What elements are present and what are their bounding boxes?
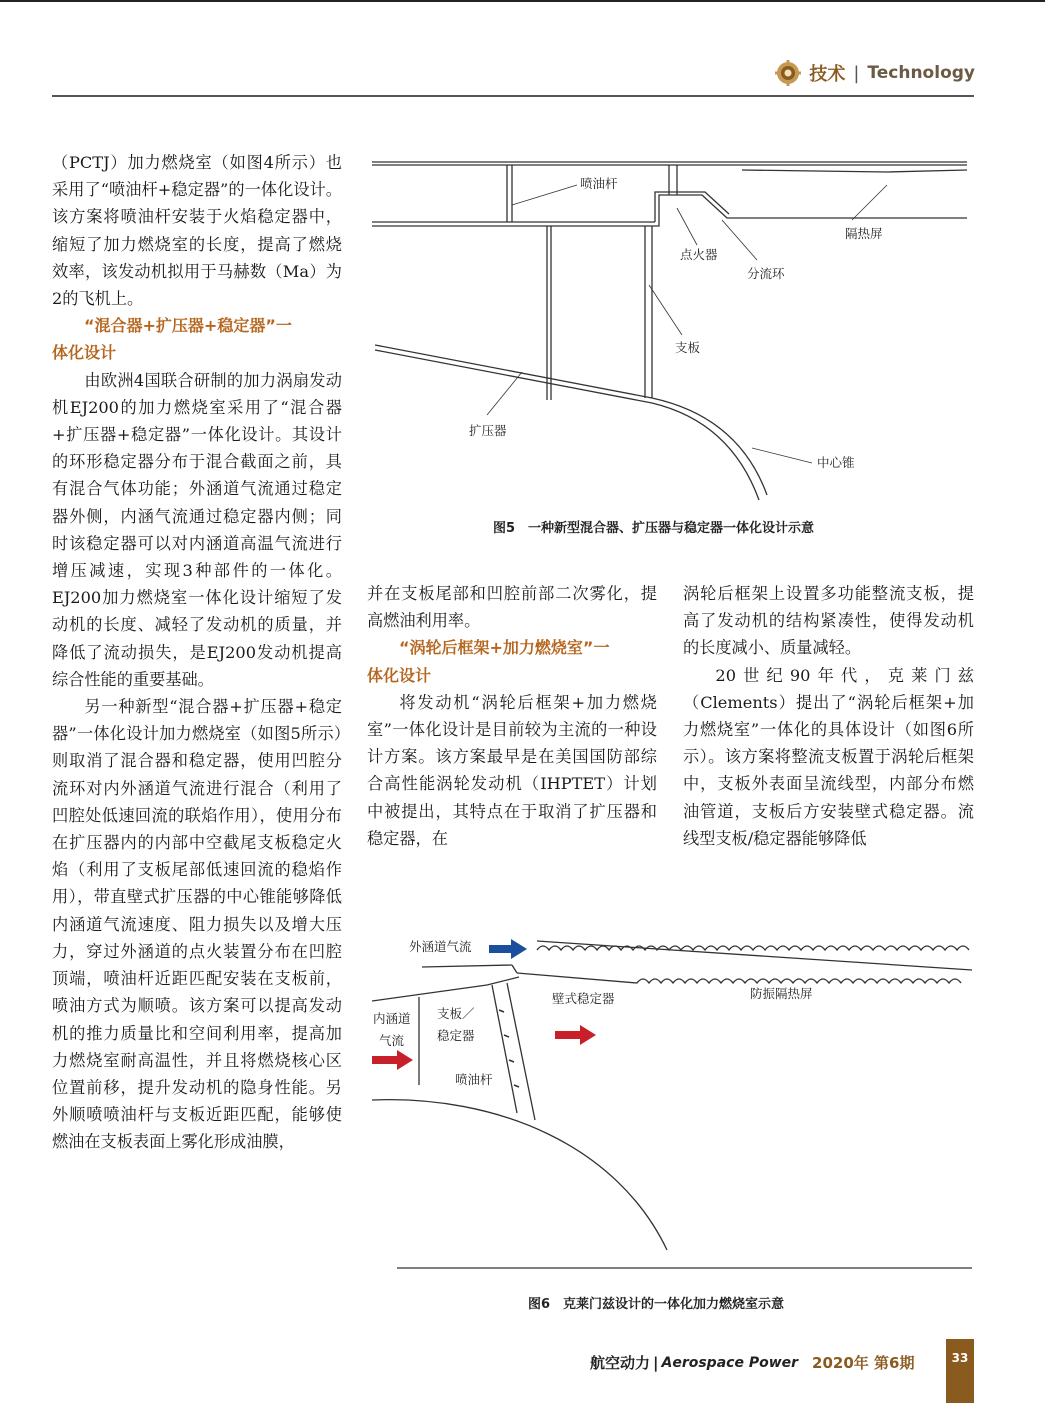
magazine-name-en: Aerospace Power — [661, 1354, 799, 1371]
core-flow-arrow-1 — [372, 1050, 413, 1070]
magazine-name-cn: 航空动力 — [590, 1354, 651, 1372]
paragraph: 20世纪90年代，克莱门兹（Clements）提出了“涡轮后框架+加力燃烧室”一体化的具体设计（如图6所示）。该方案将整流支板置于涡轮后框架中，支板外表面呈流线型，内部分布燃油管道，支板后方安装壁式稳定器。流线型支板/稳定器能够降低 — [683, 665, 974, 848]
figure-5-diagram — [367, 150, 975, 510]
label-diffuser: 扩压器 — [469, 423, 507, 438]
label-bypass-flow: 外涵道气流 — [409, 939, 472, 954]
label-center-cone: 中心锥 — [817, 455, 855, 470]
text-column-2 — [367, 580, 657, 852]
heading-line: “涡轮后框架+加力燃烧室”一 — [399, 638, 610, 658]
section-name-cn: 技术 — [809, 64, 846, 85]
bypass-flow-arrow — [489, 939, 527, 959]
heading-line: 体化设计 — [367, 665, 432, 685]
footer-separator: | — [653, 1353, 659, 1372]
top-border-line — [0, 0, 1045, 2]
page-number: 33 — [946, 1339, 974, 1403]
label-splitter-ring: 分流环 — [747, 266, 785, 281]
label-strut: 支板 — [675, 340, 701, 355]
paragraph: 另一种新型“混合器+扩压器+稳定器”一体化设计加力燃烧室（如图5所示）则取消了混合器和稳定器，使用凹腔分流环对内外涵道气流进行混合（利用了凹腔处低速回流的联焰作用），使用分布在扩压器内的内部中空截尾支板稳定火焰（利用了支板尾部低速回流的稳焰作用），带直壁式扩压器的中心锥能够降低内涵道气流速度、阻力损失以及增大压力，穿过外涵道的点火装置分布在凹腔顶端，喷油杆近距匹配安装在支板前，喷油方式为顺喷。该方案可以提高发动机的推力质量比和空间利用率，提高加力燃烧室耐高温性，并且将燃烧核心区位置前移，提升发动机的隐身性能。另外顺喷喷油杆与支板近距匹配，能够使燃油在支板表面上雾化形成油膜， — [52, 697, 342, 1152]
text-column-1 — [52, 149, 342, 1156]
section-heading — [367, 634, 657, 688]
paragraph: 涡轮后框架上设置多功能整流支板，提高了发动机的结构紧凑性，使得发动机的长度减小、质量减轻。 — [683, 584, 974, 658]
paragraph: （PCTJ）加力燃烧室（如图4所示）也采用了“喷油杆+稳定器”的一体化设计。该方案将喷油杆安装于火焰稳定器中，缩短了加力燃烧室的长度，提高了燃烧效率，该发动机拟用于马赫数（Ma）为2的飞机上。 — [52, 153, 342, 309]
section-name-en: Technology — [867, 63, 975, 83]
label-core-flow-line1: 内涵道 — [373, 1011, 411, 1026]
label-strut-line1: 支板／ — [437, 1006, 475, 1021]
figure-6-diagram — [367, 925, 977, 1280]
label-wall-stabilizer: 壁式稳定器 — [552, 991, 615, 1006]
paragraph: 由欧洲4国联合研制的加力涡扇发动机EJ200的加力燃烧室采用了“混合器+扩压器+稳定器”一体化设计。其设计的环形稳定器分布于混合截面之前，具有混合气体功能；外涵道气流通过稳定器外侧，内涵气流通过稳定器内侧；同时该稳定器可以对内涵道高温气流进行增压减速，实现3种部件的一体化。EJ200加力燃烧室一体化设计缩短了发动机的长度、减轻了发动机的质量，并降低了流动损失，是EJ200发动机提高综合性能的重要基础。 — [52, 370, 342, 689]
figure-5-caption: 图5 一种新型混合器、扩压器与稳定器一体化设计示意 — [493, 521, 815, 536]
paragraph: 并在支板尾部和凹腔前部二次雾化，提高燃油利用率。 — [367, 584, 657, 631]
header-rule — [52, 95, 974, 97]
label-fuel-rod: 喷油杆 — [455, 1072, 493, 1087]
label-heat-shield: 隔热屏 — [845, 226, 883, 241]
section-heading — [52, 312, 342, 366]
gear-icon — [775, 60, 801, 86]
label-igniter: 点火器 — [680, 247, 718, 262]
label-anti-vibration-shield: 防振隔热屏 — [750, 986, 813, 1001]
label-core-flow-line2: 气流 — [379, 1033, 405, 1048]
issue-number: 2020年 第6期 — [812, 1354, 915, 1372]
text-column-3 — [683, 580, 974, 852]
figure-6-caption: 图6 克莱门兹设计的一体化加力燃烧室示意 — [528, 1297, 785, 1312]
paragraph: 将发动机“涡轮后框架+加力燃烧室”一体化设计是目前较为主流的一种设计方案。该方案最早是在美国国防部综合高性能涡轮发动机（IHPTET）计划中被提出，其特点在于取消了扩压器和稳定器，在 — [367, 692, 657, 848]
page-footer — [590, 1352, 914, 1373]
section-separator: | — [853, 62, 860, 84]
heading-line: “混合器+扩压器+稳定器”一 — [84, 316, 292, 336]
label-strut-line2: 稳定器 — [437, 1028, 475, 1043]
heading-line: 体化设计 — [52, 343, 117, 363]
core-flow-arrow-2 — [555, 1025, 596, 1045]
section-tag — [775, 60, 975, 86]
label-fuel-rod: 喷油杆 — [580, 176, 618, 191]
